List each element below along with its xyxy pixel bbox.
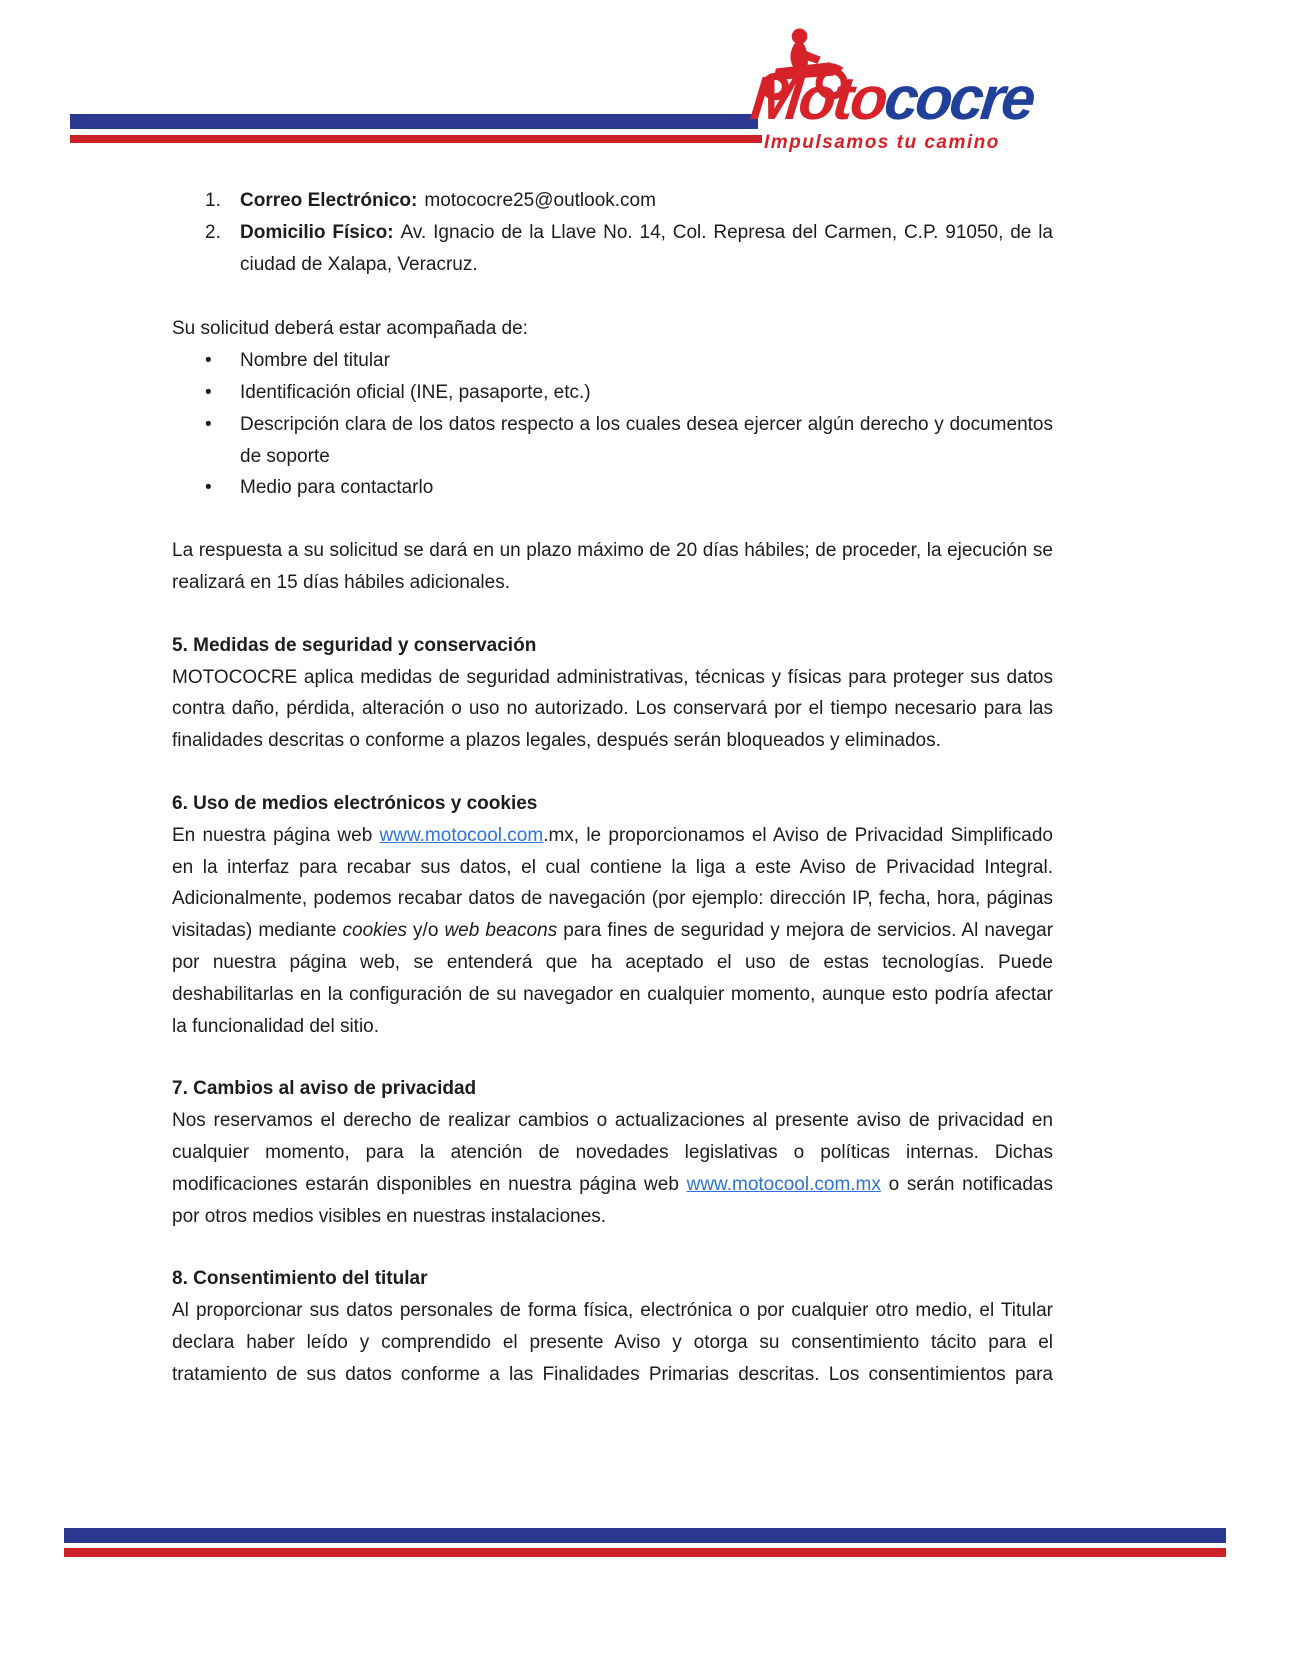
text-segment: En nuestra página web — [172, 824, 380, 846]
bullet-icon: • — [205, 477, 212, 499]
bullet-icon: • — [205, 381, 212, 403]
text-segment: MOTOCOCRE aplica medidas de seguridad administrativas, técnicas y físicas para proteger sus datos contra daño, pérdida, alteración o uso no autorizado. Los conservará por el tiempo necesario para las finalidades descritas o conforme a plazos legales, después serán bloqueados y eliminados. — [172, 666, 1053, 752]
italic-text: cookies — [342, 920, 407, 942]
website-link[interactable]: www.motocool.com.mx — [686, 1173, 881, 1195]
list-number: 2. — [205, 221, 221, 243]
intro-line: Su solicitud deberá estar acompañada de: — [172, 318, 528, 340]
requirement-text: Descripción clara de los datos respecto a los cuales desea ejercer algún derecho y documentos de soporte — [240, 413, 1053, 467]
logo-wordmark — [747, 64, 1037, 132]
list-item — [172, 377, 1053, 409]
contact-value: motococre25@outlook.com — [424, 190, 656, 211]
section-heading: 8. Consentimiento del titular — [172, 1268, 428, 1290]
section-paragraph — [172, 1295, 1053, 1390]
requirement-text: Identificación oficial (INE, pasaporte, etc.) — [240, 381, 591, 403]
contact-list — [172, 185, 1053, 280]
requirement-text: Medio para contactarlo — [240, 477, 434, 499]
list-item — [172, 409, 1053, 473]
section-8 — [172, 1263, 1053, 1390]
company-logo — [748, 22, 1168, 157]
contact-label: Domicilio Físico: — [240, 221, 394, 243]
logo-word-red: Moto — [747, 64, 889, 132]
section-heading: 6. Uso de medios electrónicos y cookies — [172, 792, 538, 814]
logo-word-blue: cocre — [881, 64, 1037, 132]
italic-text: web beacons — [444, 920, 558, 942]
section-paragraph — [172, 662, 1053, 757]
text-segment: o serán notificadas por otros medios visibles en nuestras instalaciones. — [172, 1173, 1053, 1227]
text-segment: Al proporcionar sus datos personales de forma física, electrónica o por cualquier otro medio, el Titular declara haber leído y comprendido el presente Aviso y otorga su consentimiento tácito para el tratamiento de sus datos conforme a las Finalidades Primarias descritas. Los consentimientos para — [172, 1300, 1053, 1385]
requirement-text: Nombre del titular — [240, 350, 390, 372]
bullet-icon: • — [205, 413, 212, 435]
bullet-icon: • — [205, 350, 212, 372]
list-item — [172, 185, 1053, 217]
requirements-list — [172, 345, 1053, 504]
section-5 — [172, 630, 1053, 757]
header-rule-blue — [70, 114, 758, 129]
contact-value: Av. Ignacio de la Llave No. 14, Col. Represa del Carmen, C.P. 91050, de la ciudad de Xalapa, Veracruz. — [240, 221, 1053, 275]
website-link[interactable]: www.motocool.com — [379, 824, 544, 846]
list-item — [172, 472, 1053, 504]
list-item — [172, 217, 1053, 281]
section-paragraph — [172, 1105, 1053, 1232]
footer-rule-blue — [64, 1528, 1226, 1543]
text-segment: Nos reservamos el derecho de realizar cambios o actualizaciones al presente aviso de privacidad en cualquier momento, para la atención de novedades legislativas o políticas internas. Dichas modificaciones estarán disponibles en nuestra página web — [172, 1110, 1053, 1195]
list-number: 1. — [205, 190, 221, 211]
text-segment: para fines de seguridad y mejora de servicios. Al navegar por nuestra página web, se entenderá que ha aceptado el uso de estas tecnologías. Puede deshabilitarlas en la configuración de su navegador en cualquier momento, aunque esto podría afectar la funcionalidad del sitio. — [172, 920, 1054, 1037]
response-note: La respuesta a su solicitud se dará en un plazo máximo de 20 días hábiles; de proceder, la ejecución se realizará en 15 días hábiles adicionales. — [172, 540, 1053, 593]
text-segment: .mx, le proporcionamos el Aviso de Privacidad Simplificado en la interfaz para recabar sus datos, el cual contiene la liga a este Aviso de Privacidad Integral. Adicionalmente, podemos recabar datos de navegación (por ejemplo: dirección IP, fecha, hora, páginas visitadas) mediante — [172, 824, 1053, 942]
section-paragraph — [172, 820, 1053, 1043]
footer-rule-red — [64, 1548, 1226, 1557]
contact-label: Correo Electrónico: — [240, 190, 418, 211]
section-heading: 7. Cambios al aviso de privacidad — [172, 1078, 477, 1100]
header-rule-red — [70, 135, 762, 143]
document-body — [172, 185, 1053, 1391]
section-heading: 5. Medidas de seguridad y conservación — [172, 634, 537, 656]
text-segment: y/o — [406, 920, 445, 942]
list-item — [172, 345, 1053, 377]
logo-tagline: Impulsamos tu camino — [764, 132, 1000, 153]
section-7 — [172, 1073, 1053, 1232]
section-6 — [172, 788, 1053, 1042]
